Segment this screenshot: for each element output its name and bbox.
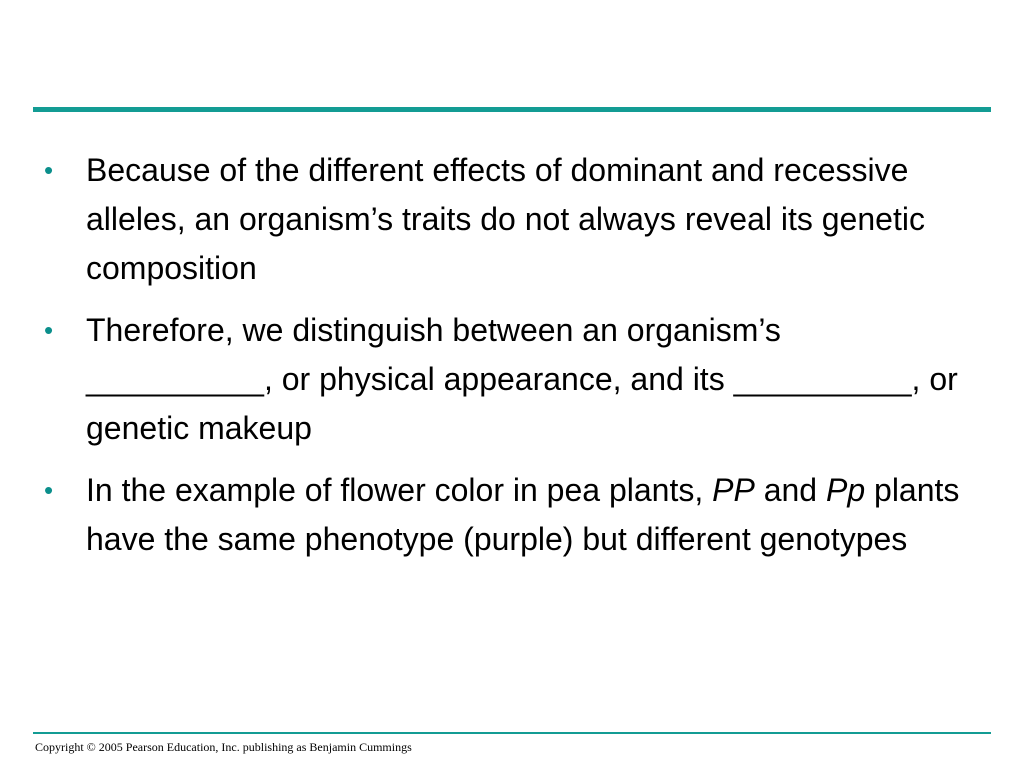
footer-rule	[33, 732, 991, 734]
genotype-symbol: Pp	[825, 472, 866, 508]
bullet-text-segment: Therefore, we distinguish between an organism’s __________, or physical appearance, and its __________, or genetic makeup	[86, 312, 958, 446]
bullet-text	[86, 312, 958, 446]
bullet-text	[86, 472, 959, 557]
header-rule	[33, 107, 991, 112]
bullet-text-segment: plants have the same phenotype (purple) but different genotypes	[86, 472, 960, 557]
bullet-text-segment: and	[754, 472, 826, 508]
bullet-text-segment: Because of the different effects of dominant and recessive alleles, an organism’s traits do not always reveal its genetic composition	[86, 152, 925, 286]
bullet-text-segment: In the example of flower color in pea plants,	[86, 472, 713, 508]
bullet-list	[44, 146, 974, 577]
copyright-text: Copyright © 2005 Pearson Education, Inc. publishing as Benjamin Cummings	[35, 740, 412, 754]
bullet-item	[44, 306, 974, 453]
bullet-icon: •	[44, 475, 54, 505]
bullet-item	[44, 466, 974, 564]
bullet-icon: •	[44, 315, 54, 345]
genotype-symbol: PP	[712, 472, 755, 508]
bullet-text	[86, 152, 925, 286]
bullet-item	[44, 146, 974, 293]
bullet-icon: •	[44, 155, 54, 185]
